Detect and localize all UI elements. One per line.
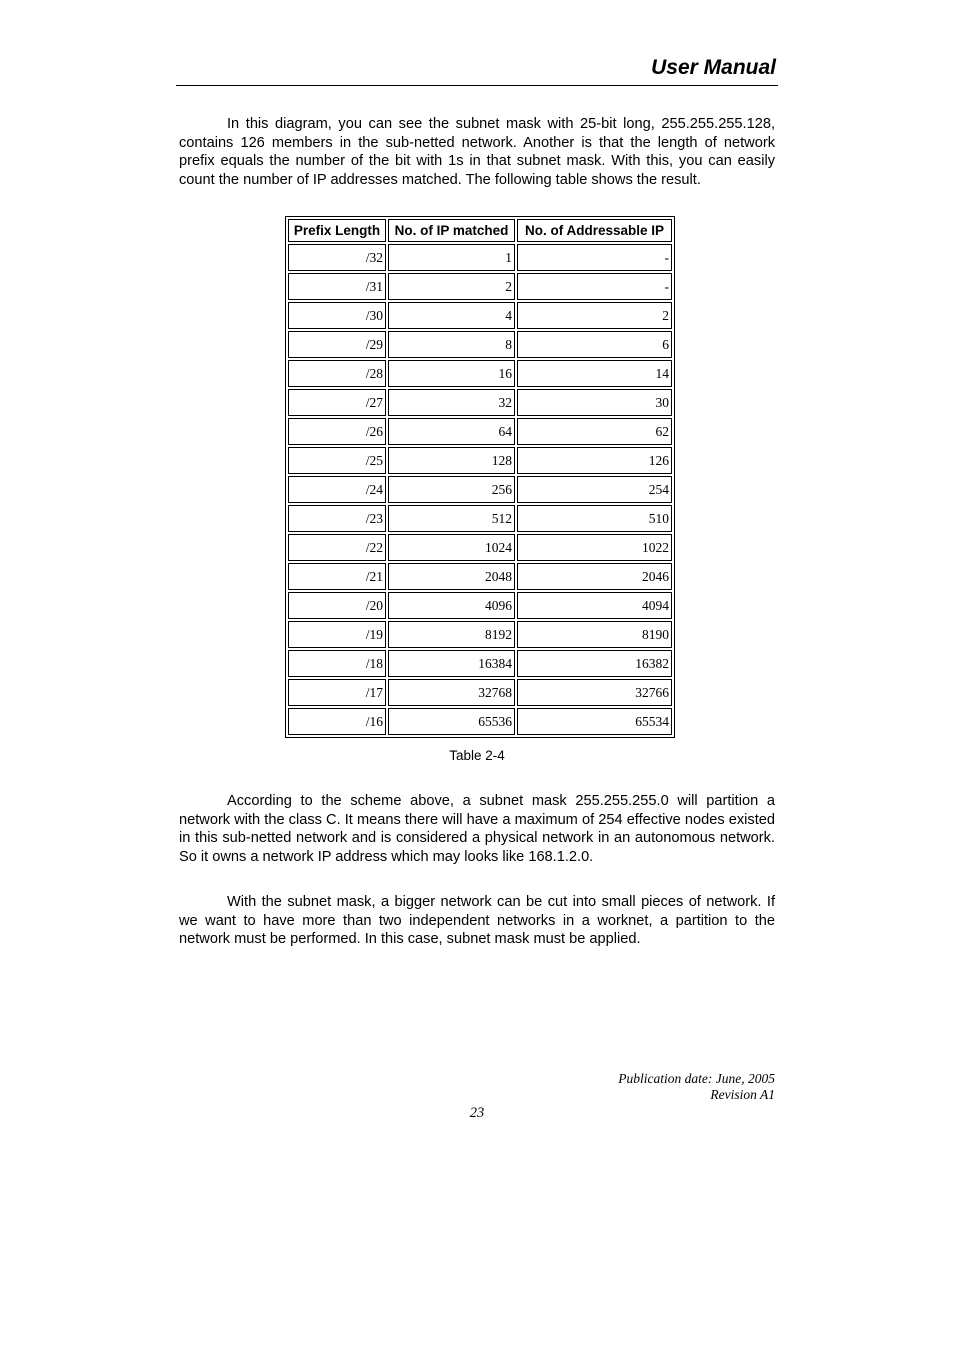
cell-prefix-length: /23 bbox=[288, 505, 386, 532]
table-row bbox=[288, 331, 672, 358]
table-row bbox=[288, 679, 672, 706]
cell-addressable-ip: 1022 bbox=[517, 534, 672, 561]
cell-prefix-length: /24 bbox=[288, 476, 386, 503]
cell-addressable-ip: - bbox=[517, 273, 672, 300]
cell-ip-matched: 8 bbox=[388, 331, 515, 358]
cell-addressable-ip: 14 bbox=[517, 360, 672, 387]
cell-ip-matched: 128 bbox=[388, 447, 515, 474]
cell-prefix-length: /32 bbox=[288, 244, 386, 271]
publication-date: Publication date: June, 2005 bbox=[618, 1071, 775, 1086]
cell-addressable-ip: 62 bbox=[517, 418, 672, 445]
table-row bbox=[288, 621, 672, 648]
column-header-addressable-ip: No. of Addressable IP bbox=[517, 219, 672, 242]
cell-addressable-ip: - bbox=[517, 244, 672, 271]
table-row bbox=[288, 563, 672, 590]
cell-addressable-ip: 16382 bbox=[517, 650, 672, 677]
cell-ip-matched: 1024 bbox=[388, 534, 515, 561]
cell-ip-matched: 4096 bbox=[388, 592, 515, 619]
cell-prefix-length: /16 bbox=[288, 708, 386, 735]
page-number: 23 bbox=[469, 1105, 485, 1121]
table-row bbox=[288, 592, 672, 619]
cell-prefix-length: /26 bbox=[288, 418, 386, 445]
cell-prefix-length: /19 bbox=[288, 621, 386, 648]
table-caption: Table 2-4 bbox=[449, 748, 505, 763]
cell-ip-matched: 32 bbox=[388, 389, 515, 416]
table-row bbox=[288, 244, 672, 271]
cell-ip-matched: 16384 bbox=[388, 650, 515, 677]
cell-prefix-length: /25 bbox=[288, 447, 386, 474]
cell-prefix-length: /30 bbox=[288, 302, 386, 329]
cell-ip-matched: 4 bbox=[388, 302, 515, 329]
table-row bbox=[288, 505, 672, 532]
cell-addressable-ip: 30 bbox=[517, 389, 672, 416]
cell-ip-matched: 64 bbox=[388, 418, 515, 445]
table-row bbox=[288, 418, 672, 445]
cell-ip-matched: 8192 bbox=[388, 621, 515, 648]
cell-ip-matched: 2048 bbox=[388, 563, 515, 590]
cell-addressable-ip: 2 bbox=[517, 302, 672, 329]
prefix-length-table bbox=[285, 216, 675, 738]
revision-label: Revision A1 bbox=[710, 1087, 775, 1102]
cell-addressable-ip: 510 bbox=[517, 505, 672, 532]
cell-prefix-length: /20 bbox=[288, 592, 386, 619]
cell-ip-matched: 512 bbox=[388, 505, 515, 532]
cell-ip-matched: 16 bbox=[388, 360, 515, 387]
table-row bbox=[288, 273, 672, 300]
table-body bbox=[288, 244, 672, 735]
cell-addressable-ip: 32766 bbox=[517, 679, 672, 706]
cell-prefix-length: /29 bbox=[288, 331, 386, 358]
cell-addressable-ip: 126 bbox=[517, 447, 672, 474]
cell-addressable-ip: 6 bbox=[517, 331, 672, 358]
table-header-row bbox=[288, 219, 672, 242]
table-row bbox=[288, 302, 672, 329]
column-header-prefix-length: Prefix Length bbox=[288, 219, 386, 242]
cell-ip-matched: 65536 bbox=[388, 708, 515, 735]
page-header-title: User Manual bbox=[651, 56, 776, 79]
cell-addressable-ip: 254 bbox=[517, 476, 672, 503]
partition-paragraph: With the subnet mask, a bigger network can be cut into small pieces of network. If we want to have more than two independent networks in a worknet, a partition to the network must be performed. In this case, subnet mask must be applied. bbox=[179, 894, 775, 947]
table-row bbox=[288, 650, 672, 677]
table-row bbox=[288, 708, 672, 735]
column-header-ip-matched: No. of IP matched bbox=[388, 219, 515, 242]
table-row bbox=[288, 476, 672, 503]
scheme-paragraph: According to the scheme above, a subnet mask 255.255.255.0 will partition a network with the class C. It means there will have a maximum of 254 effective nodes existed in this sub-netted network and is considered a physical network in an autonomous network. So it owns a network IP address which may looks like 168.1.2.0. bbox=[179, 793, 775, 865]
table-row bbox=[288, 389, 672, 416]
cell-addressable-ip: 2046 bbox=[517, 563, 672, 590]
header-rule bbox=[176, 85, 778, 86]
cell-prefix-length: /21 bbox=[288, 563, 386, 590]
cell-ip-matched: 2 bbox=[388, 273, 515, 300]
table-row bbox=[288, 534, 672, 561]
cell-ip-matched: 32768 bbox=[388, 679, 515, 706]
table-row bbox=[288, 447, 672, 474]
cell-prefix-length: /18 bbox=[288, 650, 386, 677]
table-row bbox=[288, 360, 672, 387]
cell-prefix-length: /17 bbox=[288, 679, 386, 706]
cell-addressable-ip: 8190 bbox=[517, 621, 672, 648]
cell-prefix-length: /31 bbox=[288, 273, 386, 300]
intro-paragraph: In this diagram, you can see the subnet mask with 25-bit long, 255.255.255.128, contains 126 members in the sub-netted network. Another is that the length of network prefix equals the number of the bit with 1s in that subnet mask. With this, you can easily count the number of IP addresses matched. The following table shows the result. bbox=[179, 116, 775, 188]
cell-prefix-length: /28 bbox=[288, 360, 386, 387]
cell-addressable-ip: 4094 bbox=[517, 592, 672, 619]
cell-prefix-length: /27 bbox=[288, 389, 386, 416]
cell-prefix-length: /22 bbox=[288, 534, 386, 561]
cell-addressable-ip: 65534 bbox=[517, 708, 672, 735]
cell-ip-matched: 256 bbox=[388, 476, 515, 503]
cell-ip-matched: 1 bbox=[388, 244, 515, 271]
